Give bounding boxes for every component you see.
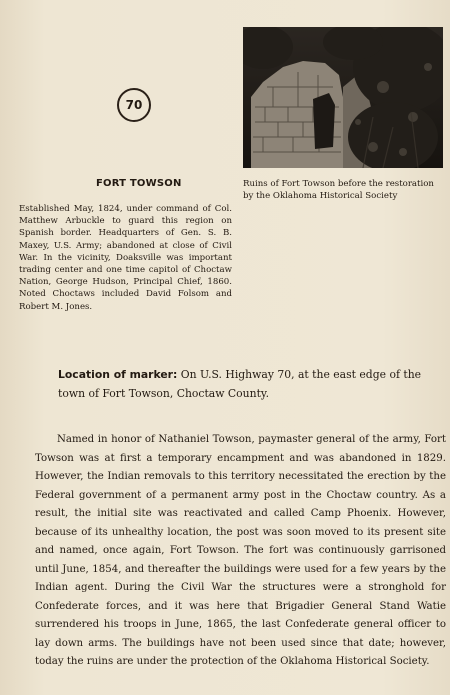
marker-inscription: Established May, 1824, under command of Col. Matthew Arbuckle to guard this region on Spanish border. Headquarters of Gen. S. B. Maxey, U.S. Army; abandoned at close of Civil War. In the vicinity, Doaksville was important trading center and one time capitol of Choctaw Nation, George Hudson, Principal Chief, 1860. Noted Choctaws included David Folsom and Robert M. Jones. (19, 204, 232, 312)
marker-number-badge (117, 88, 151, 122)
marker-title: FORT TOWSON (96, 178, 182, 189)
marker-number: 70 (125, 98, 143, 112)
photo-caption: Ruins of Fort Towson before the restoration by the Oklahoma Historical Society (243, 179, 434, 202)
ruins-photo-illustration (243, 27, 443, 168)
history-paragraph: Named in honor of Nathaniel Towson, paymaster general of the army, Fort Towson was at first a temporary encampment and was abandoned in 1829. However, the Indian removals to this territory necessitated the erection by the Federal government of a permanent army post in the Choctaw country. As a result, the initial site was reactivated and called Camp Phoenix. However, because of its unhealthy location, the post was soon moved to its present site and named, once again, Fort Towson. The fort was continuously garrisoned until June, 1854, and thereafter the buildings were used for a few years by the Indian agent. During the Civil War the structures were a stronghold for Confederate forces, and it was here that Brigadier General Stand Watie surrendered his troops in June, 1865, the last Confederate general officer to lay down arms. The buildings have not been used since that date; however, today the ruins are under the protection of the Oklahoma Historical Society. (35, 434, 446, 667)
location-label: Location of marker: (58, 368, 178, 381)
location-paragraph (58, 365, 446, 403)
location-text: On U.S. Highway 70, at the east edge of the town of Fort Towson, Choctaw County. (58, 368, 422, 400)
fort-ruins-photo (243, 27, 443, 168)
